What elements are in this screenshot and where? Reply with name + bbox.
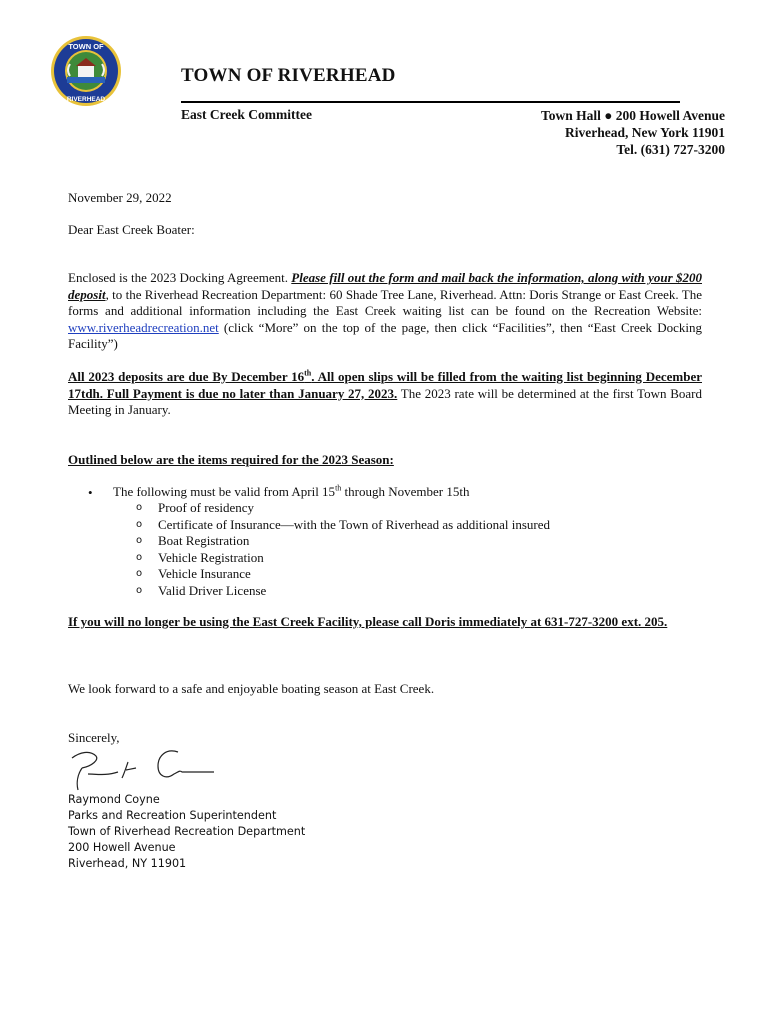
svg-text:RIVERHEAD: RIVERHEAD — [66, 96, 106, 103]
circle-bullet-icon: o — [136, 568, 143, 580]
town-seal-logo — [50, 35, 122, 107]
list-item-label: Proof of residency — [158, 500, 255, 515]
handwritten-signature — [66, 744, 216, 796]
letterhead-divider — [181, 101, 680, 103]
signer-title: Parks and Recreation Superintendent — [68, 809, 277, 822]
recreation-website-link[interactable]: www.riverheadrecreation.net — [68, 319, 219, 335]
list-item — [136, 533, 550, 550]
list-item-label: Vehicle Insurance — [158, 566, 251, 582]
text: (click “More” on the top of the page, then click “Facilities”, then “East Creek Docking Facility”) — [68, 319, 702, 352]
paragraph-deposit-deadlines — [68, 369, 702, 419]
circle-bullet-icon: o — [136, 551, 143, 563]
requirements-list — [136, 500, 550, 600]
paragraph-docking-agreement — [68, 270, 702, 353]
committee-name: East Creek Committee — [181, 107, 312, 122]
signer-city: Riverhead, NY 11901 — [68, 857, 187, 870]
list-item — [136, 500, 550, 517]
text: The following must be valid from April 15 — [113, 484, 336, 499]
letterhead-address — [541, 107, 725, 158]
ordinal-suffix: th — [335, 483, 342, 493]
text: , to the Riverhead Recreation Department: 60 Shade Tree Lane, Riverhead. Attn: Doris Strange or East Creek. The forms and additional information including the East Creek waiting list can be found on the Recreation Website: — [68, 286, 702, 319]
letterhead-title: TOWN OF RIVERHEAD — [181, 65, 396, 86]
circle-bullet-icon: o — [136, 535, 143, 547]
signer-street: 200 Howell Avenue — [68, 841, 176, 854]
list-item — [136, 583, 550, 600]
address-line: Town Hall ● 200 Howell Avenue — [540, 108, 725, 123]
svg-text:TOWN OF: TOWN OF — [68, 42, 104, 51]
signer-block — [68, 792, 305, 872]
list-item-label: Boat Registration — [158, 533, 250, 549]
address-line: Riverhead, New York 11901 — [565, 125, 725, 140]
circle-bullet-icon: o — [136, 518, 143, 530]
circle-bullet-icon: o — [136, 502, 143, 513]
deadline-text: All 2023 deposits are due By December 16 — [68, 369, 305, 384]
list-item — [136, 550, 550, 567]
list-item-label: Vehicle Registration — [158, 549, 264, 565]
list-item-label: Valid Driver License — [158, 582, 267, 598]
sign-off: Sincerely, — [68, 730, 120, 745]
circle-bullet-icon: o — [136, 584, 143, 596]
ordinal-suffix: th — [304, 368, 312, 378]
signer-name: Raymond Coyne — [68, 793, 160, 806]
deadline-text: . All open slips will be filled from the waiting list beginning December 17tdh. Full Payment is due no later than January 27, 2023. — [68, 369, 702, 401]
list-item — [136, 517, 550, 534]
signer-department: Town of Riverhead Recreation Department — [68, 825, 306, 838]
text: through November 15th — [341, 484, 470, 499]
cancellation-notice: If you will no longer be using the East Creek Facility, please call Doris immediately at 631-727-3200 ext. 205. — [68, 614, 668, 629]
list-item-label: Certificate of Insurance—with the Town of Riverhead as additional insured — [158, 516, 550, 532]
phone-line: Tel. (631) 727-3200 — [616, 142, 725, 157]
greeting: Dear East Creek Boater: — [68, 222, 195, 237]
bullet-item — [113, 484, 469, 500]
bullet-icon: • — [88, 485, 93, 500]
requirements-heading: Outlined below are the items required for the 2023 Season: — [68, 452, 394, 467]
closing-line: We look forward to a safe and enjoyable boating season at East Creek. — [68, 681, 435, 696]
list-item — [136, 566, 550, 583]
text: The 2023 rate will be determined at the first Town Board Meeting in January. — [68, 385, 702, 418]
text: Enclosed is the 2023 Docking Agreement. — [68, 270, 292, 285]
letter-date: November 29, 2022 — [68, 190, 172, 205]
deposit-instruction: Please fill out the form and mail back the information, along with your $200 deposit — [68, 270, 702, 302]
